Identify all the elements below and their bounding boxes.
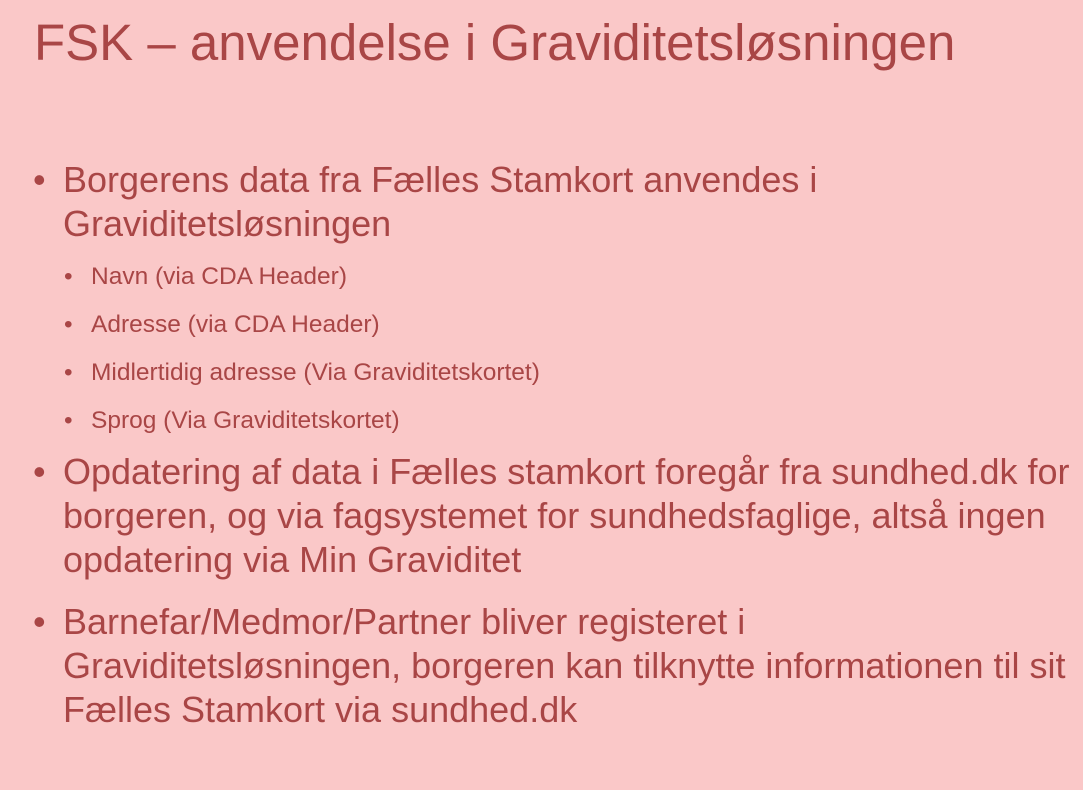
bullet-text: Barnefar/Medmor/Partner bliver registeret i Graviditetsløsningen, borgeren kan tilknytte informationen til sit Fælles Stamkort via sundhed.dk [63,601,1066,730]
sub-bullet-icon: • [64,359,73,386]
sub-bullet-icon: • [64,407,73,434]
sub-bullet-text: Sprog (Via Graviditetskortet) [91,407,400,434]
bullet-icon: • [33,601,46,642]
bullet-icon: • [33,451,46,492]
bullet-list [0,158,1083,732]
sub-bullet-text: Midlertidig adresse (Via Graviditetskortet) [91,359,540,386]
bullet-item [0,158,1083,246]
bullet-text: Borgerens data fra Fælles Stamkort anvendes i Graviditetsløsningen [63,159,818,244]
bullet-icon: • [33,159,46,200]
sub-bullet-item [0,262,1083,292]
sub-bullet-item [0,310,1083,340]
bullet-item [0,600,1083,732]
sub-bullet-text: Adresse (via CDA Header) [91,311,380,338]
bullet-item [0,450,1083,582]
slide-title: FSK – anvendelse i Graviditetsløsningen [34,14,956,71]
sub-bullet-item [0,406,1083,436]
sub-bullet-icon: • [64,263,73,290]
sub-bullet-list [0,262,1083,436]
bullet-text: Opdatering af data i Fælles stamkort foregår fra sundhed.dk for borgeren, og via fagsystemet for sundhedsfaglige, altså ingen opdatering via Min Graviditet [63,451,1070,580]
sub-bullet-item [0,358,1083,388]
sub-bullet-icon: • [64,311,73,338]
sub-bullet-text: Navn (via CDA Header) [91,263,347,290]
